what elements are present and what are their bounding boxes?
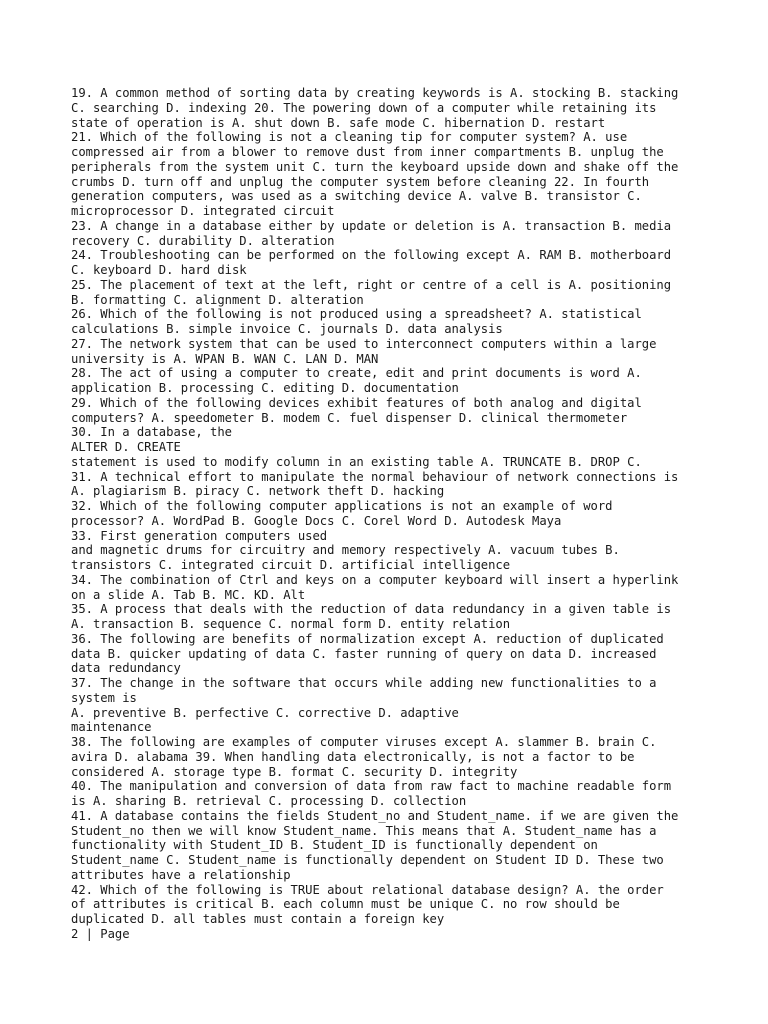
text-line: 34. The combination of Ctrl and keys on a computer keyboard will insert a hyperlink xyxy=(71,572,679,587)
text-line: 32. Which of the following computer applications is not an example of word xyxy=(71,499,613,513)
text-line: 26. Which of the following is not produced using a spreadsheet? A. statistical xyxy=(71,307,642,322)
text-line: avira D. alabama 39. When handling data electronically, is not a factor to be xyxy=(71,749,635,764)
text-line: of attributes is critical B. each column must be unique C. no row should be xyxy=(71,897,620,912)
text-line: data redundancy xyxy=(71,661,181,676)
text-line: considered A. storage type B. format C. security D. integrity xyxy=(71,764,518,779)
text-line: 29. Which of the following devices exhibit features of both analog and digital xyxy=(71,395,642,410)
text-line: 40. The manipulation and conversion of data from raw fact to machine readable form xyxy=(71,779,672,794)
text-line: transistors C. integrated circuit D. artificial intelligence xyxy=(71,558,511,572)
text-line: 24. Troubleshooting can be performed on the following except A. RAM B. motherboard xyxy=(71,248,672,263)
text-line: microprocessor D. integrated circuit xyxy=(71,204,335,218)
text-line: and magnetic drums for circuitry and memory respectively A. vacuum tubes B. xyxy=(71,543,620,558)
text-line: calculations B. simple invoice C. journals D. data analysis xyxy=(71,322,503,336)
text-line: Student_no then we will know Student_name. This means that A. Student_name has a xyxy=(71,823,657,838)
text-line: university is A. WPAN B. WAN C. LAN D. MAN xyxy=(71,351,379,366)
text-line: crumbs D. turn off and unplug the computer system before cleaning 22. In fourth xyxy=(71,174,650,189)
document-page xyxy=(71,86,711,942)
text-line: attributes have a relationship xyxy=(71,867,291,882)
text-line: 27. The network system that can be used to interconnect computers within a large xyxy=(71,336,657,351)
text-line: A. preventive B. perfective C. corrective D. adaptive xyxy=(71,705,459,720)
text-line: 25. The placement of text at the left, right or centre of a cell is A. positioning xyxy=(71,277,672,292)
text-line: B. formatting C. alignment D. alteration xyxy=(71,292,364,307)
text-line: C. searching D. indexing 20. The powering down of a computer while retaining its xyxy=(71,100,657,115)
text-line: 31. A technical effort to manipulate the normal behaviour of network connections is xyxy=(71,469,679,484)
text-line: application B. processing C. editing D. documentation xyxy=(71,381,459,395)
text-line: A. transaction B. sequence C. normal form D. entity relation xyxy=(71,617,511,631)
text-line: peripherals from the system unit C. turn the keyboard upside down and shake off the xyxy=(71,159,679,174)
text-line: statement is used to modify column in an existing table A. TRUNCATE B. DROP C. xyxy=(71,454,642,469)
text-line: duplicated D. all tables must contain a foreign key xyxy=(71,912,445,926)
text-line: processor? A. WordPad B. Google Docs C. Corel Word D. Autodesk Maya xyxy=(71,513,562,528)
text-line: 41. A database contains the fields Student_no and Student_name. if we are given the xyxy=(71,808,679,823)
text-line: 36. The following are benefits of normalization except A. reduction of duplicated xyxy=(71,631,664,646)
text-line: ALTER D. CREATE xyxy=(71,440,181,454)
text-line: compressed air from a blower to remove dust from inner compartments B. unplug the xyxy=(71,145,664,159)
text-line: 23. A change in a database either by update or deletion is A. transaction B. media xyxy=(71,218,672,233)
text-line: 30. In a database, the xyxy=(71,425,232,440)
text-line: state of operation is A. shut down B. safe mode C. hibernation D. restart xyxy=(71,115,606,130)
text-line: 19. A common method of sorting data by creating keywords is A. stocking B. stacking xyxy=(71,86,679,100)
text-line: on a slide A. Tab B. MC. KD. Alt xyxy=(71,587,306,602)
text-line: maintenance xyxy=(71,720,152,735)
text-line: 28. The act of using a computer to create, edit and print documents is word A. xyxy=(71,366,642,381)
text-line: C. keyboard D. hard disk xyxy=(71,263,247,277)
text-line: 21. Which of the following is not a cleaning tip for computer system? A. use xyxy=(71,130,628,145)
text-line: 35. A process that deals with the reduction of data redundancy in a given table is xyxy=(71,602,672,617)
text-line: functionality with Student_ID B. Student_ID is functionally dependent on xyxy=(71,838,598,853)
text-line: is A. sharing B. retrieval C. processing D. collection xyxy=(71,794,467,808)
text-line: 37. The change in the software that occurs while adding new functionalities to a xyxy=(71,676,657,690)
text-line: generation computers, was used as a switching device A. valve B. transistor C. xyxy=(71,189,642,204)
text-line: A. plagiarism B. piracy C. network theft D. hacking xyxy=(71,484,445,499)
text-line: recovery C. durability D. alteration xyxy=(71,233,335,248)
page-footer: 2 | Page xyxy=(71,926,130,941)
text-line: 38. The following are examples of computer viruses except A. slammer B. brain C. xyxy=(71,735,657,749)
text-line: computers? A. speedometer B. modem C. fuel dispenser D. clinical thermometer xyxy=(71,410,628,425)
text-line: 33. First generation computers used xyxy=(71,528,328,543)
text-line: 42. Which of the following is TRUE about relational database design? A. the order xyxy=(71,882,664,897)
document-body xyxy=(71,86,711,927)
text-line: Student_name C. Student_name is functionally dependent on Student ID D. These two xyxy=(71,853,664,867)
text-line: data B. quicker updating of data C. faster running of query on data D. increased xyxy=(71,646,657,661)
text-line: system is xyxy=(71,690,137,705)
